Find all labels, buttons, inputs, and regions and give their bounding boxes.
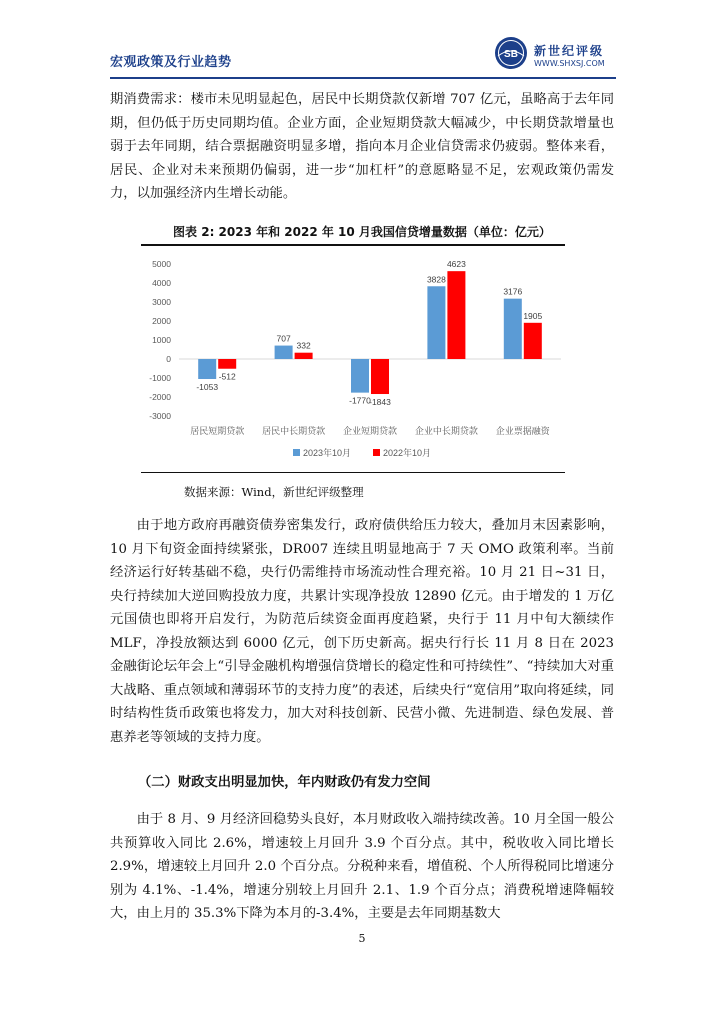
figure-title: 图表 2: 2023 年和 2022 年 10 月我国信贷增量数据（单位：亿元） [173,225,551,239]
legend-swatch [293,449,300,456]
logo-url: WWW.SHXSJ.COM [534,59,605,68]
data-label: -1053 [196,382,219,393]
data-label: -512 [218,371,236,382]
logo-mark-icon [494,36,528,70]
bar [295,353,313,359]
y-axis-labels [149,259,171,421]
data-label: 707 [276,333,291,344]
y-tick-label: 3000 [152,297,171,307]
legend-label: 2022年10月 [383,448,432,458]
bars [198,271,542,394]
legend-label: 2023年10月 [303,448,352,458]
data-label: 332 [296,340,311,351]
figure-bottom-rule [141,472,565,473]
y-tick-label: 5000 [152,259,171,269]
y-tick-label: -2000 [149,392,171,402]
page-header [110,36,616,80]
paragraph-liquidity: 由于地方政府再融资债券密集发行，政府债供给压力较大，叠加月末因素影响，10 月下旬资金面持续紧张，DR007 连续且明显地高于 7 天 OMO 政策利率。当前经济运行好转基础不稳，央行仍需维持市场流动性合理充裕。10 月 21 日~31 日，央行持续加大逆回购投放力度，共累计实现净投放 12890 亿元。由于增发的 1 万亿元国债也即将开启发行，为防范后续资金面再度趋紧，央行于 11 月中旬大额续作 MLF，净投放额达到 6000 亿元，创下历史新高。据央行行长 11 月 8 日在 2023 金融街论坛年会上“引导金融机构增强信贷增长的稳定性和可持续性”、“持续加大对重大战略、重点领域和薄弱环节的支持力度”的表述，后续央行“宽信用”取向将延续，同时结构性货币政策也将发力，加大对科技创新、民营小微、先进制造、绿色发展、普惠养老等领域的支持力度。 [110,518,614,745]
bar [198,359,216,379]
logo-name: 新世纪评级 [534,44,605,58]
bar [351,359,369,393]
bar [218,359,236,369]
legend [293,447,431,458]
y-tick-label: 4000 [152,278,171,288]
paragraph-consumer-credit: 期消费需求：楼市未见明显起色，居民中长期贷款仅新增 707 亿元，虽略高于去年同期，但仍低于历史同期均值。企业方面，企业短期贷款大幅减少，中长期贷款增量也弱于去年同期，结合票据融资明显多增，指向本月企业信贷需求仍疲弱。整体来看，居民、企业对未来预期仍偏弱，进一步“加杠杆”的意愿略显不足，宏观政策仍需发力，以加强经济内生增长动能。 [110,92,614,201]
logo-mark-text: SB [504,49,518,60]
data-labels [196,259,542,407]
y-tick-label: 0 [166,354,171,364]
x-tick-label: 企业短期贷款 [342,426,398,436]
credit-bar-chart [141,246,565,472]
header-title: 宏观政策及行业趋势 [110,55,232,70]
y-tick-label: -1000 [149,373,171,383]
bar [447,271,465,359]
bar [275,346,293,359]
y-tick-label: -3000 [149,411,171,421]
x-tick-label: 居民短期贷款 [190,426,245,436]
bar [371,359,389,394]
data-label: 3176 [503,286,523,297]
data-label: -1843 [369,397,391,408]
page-number: 5 [358,932,366,945]
header-divider [110,77,616,79]
legend-swatch [373,449,380,456]
bar [524,323,542,359]
paragraph-fiscal-revenue: 由于 8 月、9 月经济回稳势头良好，本月财政收入端持续改善。10 月全国一般公共预算收入同比 2.6%，增速较上月回升 3.9 个百分点。其中，税收收入同比增长 2.9%，增速较上月回升 2.0 个百分点。分税种来看，增值税、个人所得税同比增速分别为 4.1%、-1.4%，增速分别较上月回升 2.1、1.9 个百分点；消费税增速降幅较大，由上月的 35.3%下降为本月的-3.4%，主要是去年同期基数大 [110,812,614,921]
figure-source: 数据来源：Wind，新世纪评级整理 [184,485,364,499]
x-tick-label: 居民中长期贷款 [262,426,326,436]
data-label: -1770 [349,395,371,406]
data-label: 1905 [523,310,543,321]
x-tick-label: 企业票据融资 [495,426,550,436]
x-axis-labels [190,425,551,436]
y-tick-label: 1000 [152,335,171,345]
data-label: 4623 [446,259,466,270]
company-logo [494,36,616,76]
bar [427,286,445,359]
section-heading-fiscal: （二）财政支出明显加快，年内财政仍有发力空间 [138,775,431,790]
data-label: 3828 [426,274,446,285]
bar [504,299,522,359]
x-tick-label: 企业中长期贷款 [414,426,478,436]
y-tick-label: 2000 [152,316,171,326]
